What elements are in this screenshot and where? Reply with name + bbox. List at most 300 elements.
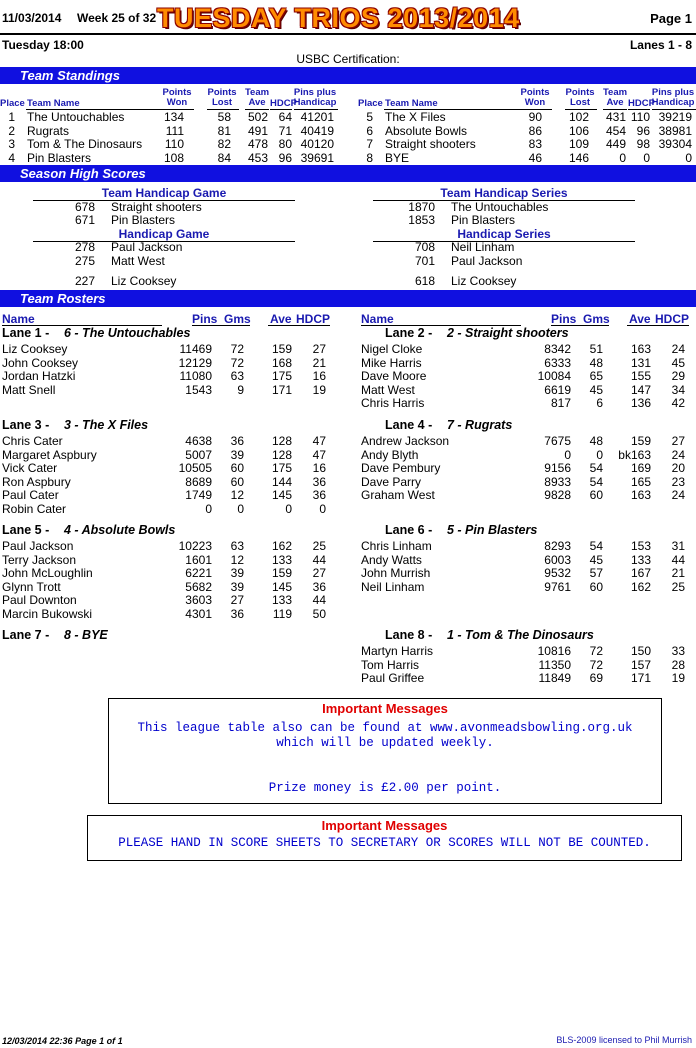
roster-player-ave: 167 <box>630 566 651 580</box>
lane-label: Lane 7 - <box>2 628 50 642</box>
message-title: Important Messages <box>321 818 448 833</box>
high-score-value: 1870 <box>408 200 435 214</box>
col-header-hdcp: HDCP <box>270 98 297 109</box>
roster-player-pins: 5007 <box>185 447 212 462</box>
high-score-name: Paul Jackson <box>111 240 183 254</box>
roster-player-hdcp: 34 <box>671 382 685 397</box>
roster-player-ave: 145 <box>271 579 292 594</box>
standing-place: 4 <box>8 150 15 165</box>
roster-player-gms: 72 <box>589 657 603 672</box>
roster-player-gms: 60 <box>589 488 603 502</box>
roster-player-ave: 145 <box>271 488 292 502</box>
roster-player-pins: 6619 <box>544 382 571 397</box>
roster-player-hdcp: 33 <box>671 644 685 658</box>
roster-player-hdcp: 50 <box>312 606 326 621</box>
roster-header-name: Name <box>361 312 394 326</box>
high-score-title: Team Handicap Series <box>440 186 568 200</box>
roster-header-hdcp: HDCP <box>655 312 690 326</box>
high-score-name: Liz Cooksey <box>451 274 517 288</box>
roster-player-name: John Murrish <box>361 566 431 580</box>
roster-player-hdcp: 16 <box>312 461 326 475</box>
roster-player-hdcp: 16 <box>312 369 326 383</box>
roster-player-hdcp: 44 <box>312 593 326 607</box>
section-team-standings: Team Standings <box>0 67 696 84</box>
roster-player-gms: 36 <box>230 606 244 621</box>
roster-player-pins: 7675 <box>544 434 571 448</box>
print-stamp: 12/03/2014 22:36 Page 1 of 1 <box>2 1036 123 1046</box>
roster-player-ave: 133 <box>271 552 292 567</box>
roster-player-ave: 168 <box>271 355 292 370</box>
standing-team: Absolute Bowls <box>385 123 468 138</box>
roster-player-hdcp: 21 <box>312 355 326 370</box>
roster-player-name: Marcin Bukowski <box>2 606 93 621</box>
roster-player-pins: 1601 <box>185 552 212 567</box>
standing-pins: 40419 <box>300 123 334 138</box>
roster-player-hdcp: 31 <box>671 539 685 553</box>
roster-player-pins: 6003 <box>544 552 571 567</box>
standing-won: 46 <box>528 150 542 165</box>
standing-pins: 41201 <box>300 110 334 124</box>
roster-player-ave: 150 <box>630 644 651 658</box>
roster-player-ave: 128 <box>271 434 292 448</box>
standing-ave: 0 <box>619 150 626 165</box>
roster-player-gms: 6 <box>596 396 603 410</box>
lane-label: Lane 8 - <box>385 628 433 642</box>
col-header-lost: Points Lost <box>565 87 595 108</box>
roster-player-pins: 4301 <box>185 606 212 621</box>
roster-player-gms: 51 <box>589 342 603 356</box>
roster-player-hdcp: 44 <box>671 552 685 567</box>
roster-player-ave: 175 <box>271 461 292 475</box>
roster-player-ave: 165 <box>630 474 651 489</box>
col-header-pins: Pins plus Handicap <box>293 87 337 108</box>
roster-player-gms: 48 <box>589 355 603 370</box>
standing-lost: 106 <box>568 123 589 138</box>
roster-player-gms: 39 <box>230 579 244 594</box>
roster-player-gms: 9 <box>237 382 244 397</box>
important-messages-box-2 <box>87 815 682 861</box>
standing-won: 108 <box>163 150 184 165</box>
high-score-name: Pin Blasters <box>451 213 516 227</box>
roster-player-gms: 60 <box>589 579 603 594</box>
section-team-rosters: Team Rosters <box>0 290 696 307</box>
standing-ave: 449 <box>605 137 626 151</box>
high-score-value: 275 <box>74 254 95 268</box>
standing-won: 90 <box>528 110 542 124</box>
roster-player-name: Liz Cooksey <box>2 342 68 356</box>
lane-team-name: 3 - The X Files <box>64 418 149 432</box>
section-season-high-scores: Season High Scores <box>0 165 696 182</box>
roster-player-pins: 11080 <box>179 369 212 383</box>
roster-player-ave: 131 <box>630 355 651 370</box>
roster-player-name: Margaret Aspbury <box>2 447 97 462</box>
page-number: Page 1 <box>650 11 692 26</box>
roster-player-name: Martyn Harris <box>361 644 434 658</box>
roster-player-hdcp: 47 <box>312 447 326 462</box>
roster-player-gms: 12 <box>230 488 244 502</box>
lane-label: Lane 4 - <box>385 418 433 432</box>
standing-hdcp: 98 <box>636 137 650 151</box>
roster-player-pins: 9828 <box>544 488 571 502</box>
col-header-place: Place <box>0 98 25 109</box>
roster-player-gms: 72 <box>230 342 244 356</box>
message-line: PLEASE HAND IN SCORE SHEETS TO SECRETARY OR SCORES WILL NOT BE COUNTED. <box>118 836 651 850</box>
standing-pins: 39219 <box>658 110 692 124</box>
standing-team: Pin Blasters <box>27 150 92 165</box>
high-score-name: Paul Jackson <box>451 254 523 268</box>
lane-team-name: 6 - The Untouchables <box>64 326 191 340</box>
roster-player-gms: 72 <box>589 644 603 658</box>
roster-player-gms: 57 <box>589 566 603 580</box>
roster-player-hdcp: 0 <box>319 501 326 516</box>
standing-pins: 38981 <box>658 123 692 138</box>
standing-pins: 40120 <box>300 137 334 151</box>
report-date: 11/03/2014 <box>2 11 62 25</box>
standing-hdcp: 110 <box>630 110 650 124</box>
roster-player-hdcp: 25 <box>312 539 326 553</box>
roster-player-pins: 1749 <box>185 488 212 502</box>
standing-lost: 109 <box>568 137 589 151</box>
roster-player-name: Terry Jackson <box>2 552 77 567</box>
standing-lost: 146 <box>568 150 589 165</box>
high-score-value: 1853 <box>408 213 435 227</box>
roster-player-name: Vick Cater <box>2 461 58 475</box>
roster-player-hdcp: 28 <box>671 657 685 672</box>
standing-hdcp: 71 <box>278 123 292 138</box>
roster-player-gms: 72 <box>230 355 244 370</box>
standing-won: 110 <box>164 137 184 151</box>
roster-player-pins: 3603 <box>185 593 212 607</box>
high-score-value: 618 <box>414 274 435 288</box>
roster-player-pins: 10505 <box>178 461 212 475</box>
roster-player-ave: 171 <box>271 382 292 397</box>
standing-won: 86 <box>528 123 542 138</box>
roster-header-name: Name <box>2 312 35 326</box>
roster-player-ave: 159 <box>271 342 292 356</box>
roster-player-ave: 119 <box>272 606 292 621</box>
roster-player-gms: 60 <box>230 461 244 475</box>
roster-player-name: Mike Harris <box>361 355 422 370</box>
standing-lost: 84 <box>217 150 231 165</box>
col-header-won: Points Won <box>520 87 550 108</box>
standing-ave: 502 <box>247 110 268 124</box>
roster-player-gms: 39 <box>230 447 244 462</box>
roster-player-pins: 10816 <box>537 644 571 658</box>
standing-place: 1 <box>8 110 15 124</box>
standing-hdcp: 96 <box>278 150 292 165</box>
roster-player-pins: 12129 <box>178 355 212 370</box>
high-score-value: 671 <box>74 213 95 227</box>
lane-label: Lane 2 - <box>385 326 433 340</box>
roster-player-pins: 1543 <box>185 382 212 397</box>
roster-player-ave: 128 <box>271 447 292 462</box>
col-header-team: Team Name <box>27 98 80 109</box>
roster-player-name: Andrew Jackson <box>361 434 450 448</box>
lane-team-name: 1 - Tom & The Dinosaurs <box>447 628 594 642</box>
standing-team: The X Files <box>385 110 446 124</box>
roster-header-pins: Pins <box>192 312 218 326</box>
roster-player-ave: 155 <box>630 369 651 383</box>
high-score-value: 701 <box>414 254 435 268</box>
standing-hdcp: 96 <box>636 123 650 138</box>
roster-player-name: Chris Cater <box>2 434 63 448</box>
lane-team-name: 5 - Pin Blasters <box>447 523 538 537</box>
lane-label: Lane 1 - <box>2 326 50 340</box>
message-line: Prize money is £2.00 per point. <box>268 781 502 795</box>
roster-player-pins: 5682 <box>185 579 212 594</box>
roster-player-ave: 162 <box>271 539 292 553</box>
roster-player-gms: 54 <box>589 461 603 475</box>
league-title: TUESDAY TRIOS 2013/2014 <box>157 3 520 33</box>
roster-player-pins: 10223 <box>178 539 212 553</box>
roster-player-gms: 54 <box>589 474 603 489</box>
roster-player-pins: 9761 <box>544 579 571 594</box>
day-time: Tuesday 18:00 <box>2 38 84 52</box>
roster-player-pins: 8342 <box>544 342 571 356</box>
standing-hdcp: 0 <box>643 150 650 165</box>
standing-pins: 39691 <box>300 150 334 165</box>
col-header-hdcp: HDCP <box>628 98 655 109</box>
standing-team: Tom & The Dinosaurs <box>27 137 143 151</box>
lane-team-name: 4 - Absolute Bowls <box>64 523 176 537</box>
roster-player-name: Paul Jackson <box>2 539 74 553</box>
roster-player-name: Jordan Hatzki <box>2 369 76 383</box>
roster-player-pins: 8293 <box>544 539 571 553</box>
week-label: Week 25 of 32 <box>77 11 157 25</box>
roster-player-ave: 169 <box>630 461 651 475</box>
high-score-name: Pin Blasters <box>111 213 176 227</box>
roster-header-pins: Pins <box>551 312 577 326</box>
roster-player-hdcp: 47 <box>312 434 326 448</box>
standing-place: 3 <box>8 137 15 151</box>
roster-player-gms: 60 <box>230 474 244 489</box>
col-header-lost: Points Lost <box>207 87 237 108</box>
roster-player-gms: 12 <box>230 552 244 567</box>
roster-player-name: Andy Watts <box>361 552 422 567</box>
roster-player-hdcp: 24 <box>671 342 685 356</box>
standing-ave: 454 <box>605 123 626 138</box>
standing-lost: 58 <box>217 110 231 124</box>
roster-player-name: Matt Snell <box>2 382 56 397</box>
high-score-value: 227 <box>74 274 95 288</box>
roster-player-ave: 133 <box>271 593 292 607</box>
standing-ave: 478 <box>247 137 268 151</box>
roster-player-hdcp: 45 <box>671 355 685 370</box>
header-underline <box>268 325 330 326</box>
message-line <box>109 751 661 766</box>
roster-player-name: Chris Harris <box>361 396 425 410</box>
standing-won: 83 <box>528 137 542 151</box>
standing-team: Straight shooters <box>385 137 476 151</box>
header-divider <box>0 33 696 35</box>
roster-player-gms: 45 <box>589 382 603 397</box>
standing-hdcp: 64 <box>278 110 292 124</box>
roster-player-ave: 175 <box>271 369 292 383</box>
header-underline <box>192 325 250 326</box>
roster-player-pins: 0 <box>205 501 212 516</box>
roster-player-ave: 171 <box>630 671 651 685</box>
roster-player-ave: 159 <box>630 434 651 448</box>
standing-place: 5 <box>366 110 373 124</box>
roster-player-name: Nigel Cloke <box>361 342 423 356</box>
roster-player-pins: 11849 <box>538 671 571 685</box>
standing-place: 2 <box>8 123 15 138</box>
lanes-range: Lanes 1 - 8 <box>629 38 692 52</box>
standing-ave: 431 <box>605 110 626 124</box>
standing-hdcp: 80 <box>278 137 292 151</box>
standing-team: Rugrats <box>27 123 70 138</box>
roster-player-pins: 11469 <box>179 342 212 356</box>
roster-player-ave: 162 <box>630 579 651 594</box>
roster-player-ave: 153 <box>630 539 651 553</box>
certification: USBC Certification: <box>296 52 400 66</box>
lane-team-name: 2 - Straight shooters <box>447 326 569 340</box>
message-line: This league table also can be found at www.avonmeadsbowling.org.uk <box>137 721 633 735</box>
roster-player-gms: 45 <box>589 552 603 567</box>
roster-player-name: John Cooksey <box>2 355 79 370</box>
roster-player-hdcp: 20 <box>671 461 685 475</box>
roster-player-ave: 136 <box>630 396 651 410</box>
roster-player-name: Graham West <box>361 488 435 502</box>
roster-player-pins: 8689 <box>185 474 212 489</box>
roster-player-name: John McLoughlin <box>2 566 93 580</box>
roster-player-gms: 54 <box>589 539 603 553</box>
important-messages-box-1 <box>108 698 662 804</box>
high-score-title: Handicap Series <box>457 227 551 241</box>
roster-player-hdcp: 44 <box>312 552 326 567</box>
roster-player-gms: 69 <box>589 671 603 685</box>
roster-player-name: Dave Pembury <box>361 461 441 475</box>
roster-player-gms: 36 <box>230 434 244 448</box>
lane-team-name: 7 - Rugrats <box>447 418 513 432</box>
roster-player-ave: 133 <box>630 552 651 567</box>
roster-player-hdcp: 21 <box>671 566 685 580</box>
roster-player-ave: 163 <box>630 488 651 502</box>
roster-player-ave: 157 <box>630 657 651 672</box>
high-score-title: Team Handicap Game <box>101 186 227 200</box>
roster-player-name: Paul Griffee <box>361 671 425 685</box>
roster-player-name: Paul Cater <box>2 488 59 502</box>
standing-ave: 491 <box>247 123 268 138</box>
standing-lost: 81 <box>217 123 231 138</box>
standing-place: 7 <box>366 137 373 151</box>
roster-player-hdcp: 19 <box>312 382 326 397</box>
roster-header-hdcp: HDCP <box>296 312 331 326</box>
roster-player-name: Andy Blyth <box>361 447 419 462</box>
roster-player-pins: 6221 <box>185 566 212 580</box>
roster-header-ave: Ave <box>270 312 292 326</box>
high-score-value: 708 <box>414 240 435 254</box>
roster-player-name: Matt West <box>361 382 415 397</box>
roster-player-name: Dave Parry <box>361 474 422 489</box>
roster-player-hdcp: 36 <box>312 488 326 502</box>
message-title: Important Messages <box>322 701 448 716</box>
roster-player-pins: 4638 <box>185 434 212 448</box>
roster-player-hdcp: 29 <box>671 369 685 383</box>
roster-player-gms: 48 <box>589 434 603 448</box>
roster-player-hdcp: 23 <box>671 474 685 489</box>
roster-player-pins: 817 <box>550 396 571 410</box>
roster-player-ave: 144 <box>271 474 292 489</box>
roster-player-pins: 11350 <box>538 657 571 672</box>
roster-player-ave: 159 <box>271 566 292 580</box>
high-score-name: Neil Linham <box>451 240 515 254</box>
roster-player-hdcp: 42 <box>671 396 685 410</box>
lane-label: Lane 3 - <box>2 418 50 432</box>
col-header-team: Team Name <box>385 98 438 109</box>
roster-player-gms: 27 <box>230 593 244 607</box>
standing-place: 8 <box>366 150 373 165</box>
standing-won: 134 <box>163 110 184 124</box>
roster-player-pins: 10084 <box>537 369 571 383</box>
col-header-ave: Team Ave <box>244 87 270 108</box>
standing-lost: 82 <box>217 137 231 151</box>
standing-lost: 102 <box>568 110 589 124</box>
roster-player-ave: 163 <box>630 342 651 356</box>
roster-player-name: Ron Aspbury <box>2 474 71 489</box>
standing-team: BYE <box>385 150 410 165</box>
lane-team-name: 8 - BYE <box>64 628 108 642</box>
roster-player-hdcp: 19 <box>671 671 685 685</box>
standing-pins: 39304 <box>658 137 692 151</box>
roster-player-pins: 9532 <box>544 566 571 580</box>
roster-player-hdcp: 27 <box>312 342 326 356</box>
col-header-ave: Team Ave <box>602 87 628 108</box>
roster-player-name: Tom Harris <box>361 657 420 672</box>
roster-player-gms: 0 <box>596 447 603 462</box>
high-score-name: The Untouchables <box>451 200 549 214</box>
roster-player-pins: 0 <box>564 447 571 462</box>
roster-player-name: Paul Downton <box>2 593 77 607</box>
high-score-name: Liz Cooksey <box>111 274 177 288</box>
high-score-name: Matt West <box>111 254 165 268</box>
roster-player-ave: 0 <box>285 501 292 516</box>
license-text: BLS-2009 licensed to Phil Murrish <box>556 1035 692 1045</box>
standing-ave: 453 <box>247 150 268 165</box>
standing-team: The Untouchables <box>27 110 125 124</box>
roster-player-gms: 63 <box>230 369 244 383</box>
roster-player-ave: bk163 <box>618 447 651 462</box>
roster-player-name: Dave Moore <box>361 369 427 383</box>
roster-player-gms: 65 <box>589 369 603 383</box>
high-score-value: 278 <box>74 240 95 254</box>
roster-header-ave: Ave <box>629 312 651 326</box>
roster-player-gms: 63 <box>230 539 244 553</box>
standing-pins: 0 <box>685 150 692 165</box>
roster-player-name: Chris Linham <box>361 539 432 553</box>
roster-player-hdcp: 27 <box>312 566 326 580</box>
standing-won: 111 <box>165 123 184 138</box>
roster-player-name: Glynn Trott <box>2 579 61 594</box>
roster-player-hdcp: 36 <box>312 474 326 489</box>
header-underline <box>627 325 689 326</box>
lane-label: Lane 6 - <box>385 523 433 537</box>
roster-player-hdcp: 25 <box>671 579 685 594</box>
col-header-pins: Pins plus Handicap <box>651 87 695 108</box>
roster-player-hdcp: 24 <box>671 488 685 502</box>
roster-player-hdcp: 24 <box>671 447 685 462</box>
roster-header-gms: Gms <box>224 312 251 326</box>
roster-player-pins: 6333 <box>544 355 571 370</box>
high-score-value: 678 <box>74 200 95 214</box>
col-header-won: Points Won <box>162 87 192 108</box>
roster-player-name: Neil Linham <box>361 579 425 594</box>
col-header-place: Place <box>358 98 383 109</box>
message-line: which will be updated weekly. <box>276 736 494 750</box>
roster-player-name: Robin Cater <box>2 501 67 516</box>
roster-header-gms: Gms <box>583 312 610 326</box>
roster-player-pins: 9156 <box>544 461 571 475</box>
